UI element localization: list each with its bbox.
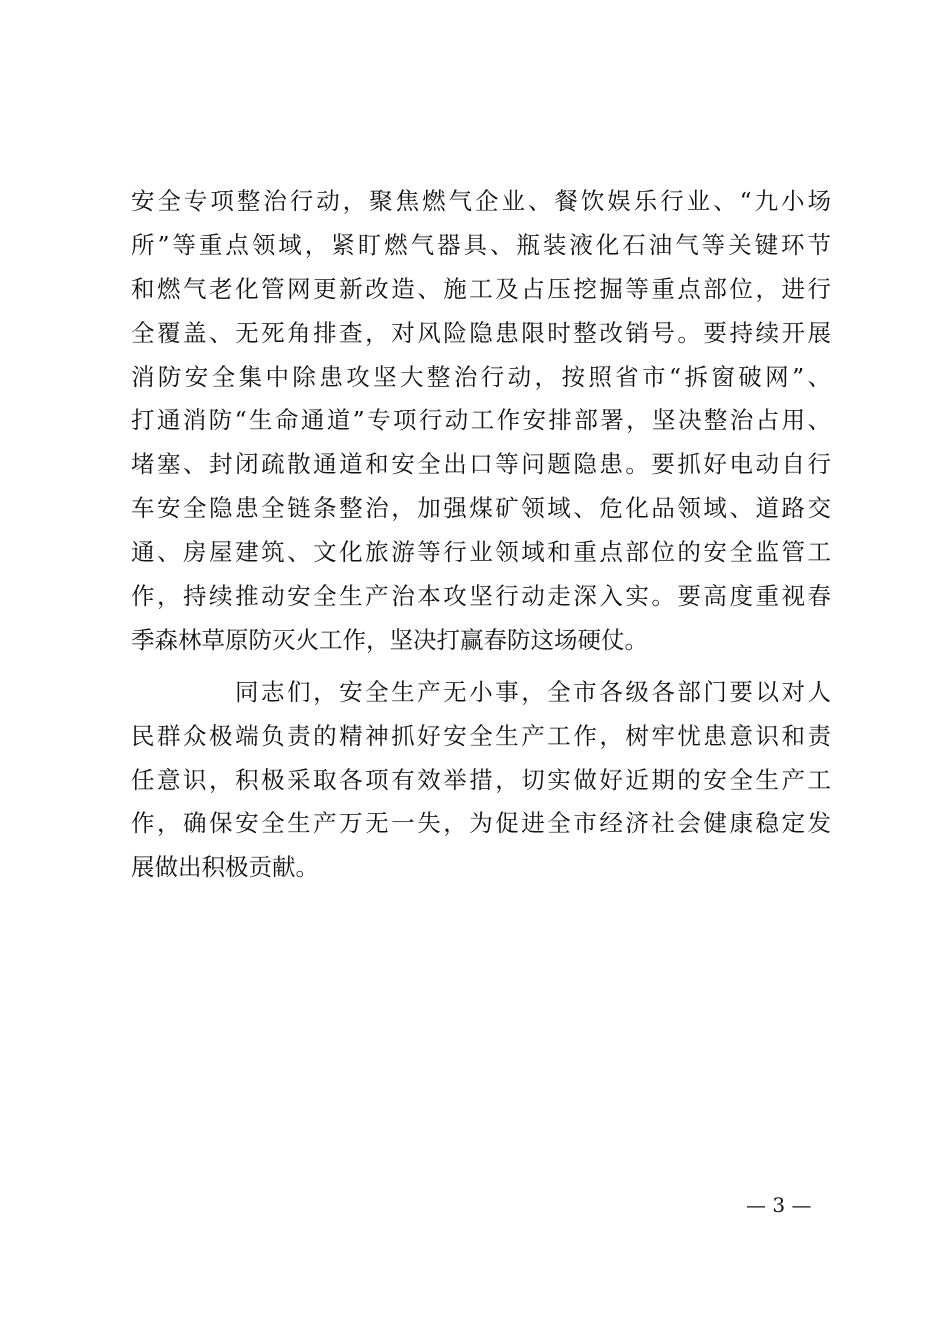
paragraph-line: 所”等重点领域，紧盯燃气器具、瓶装液化石油气等关键环节	[131, 230, 831, 259]
paragraph-line: 和燃气老化管网更新改造、施工及占压挖掘等重点部位，进行	[131, 274, 831, 303]
paragraph-line: 堵塞、封闭疏散通道和安全出口等问题隐患。要抓好电动自行	[131, 450, 831, 479]
paragraph-line: 同志们，安全生产无小事，全市各级各部门要以对人	[235, 677, 831, 706]
paragraph-line: 打通消防“生命通道”专项行动工作安排部署，坚决整治占用、	[131, 406, 831, 435]
paragraph-line: 安全专项整治行动，聚焦燃气企业、餐饮娱乐行业、“九小场	[131, 187, 831, 215]
paragraph-1	[131, 180, 831, 663]
paragraph-line: 季森林草原防灭火工作，坚决打赢春防这场硬仗。	[131, 625, 648, 654]
document-body	[131, 180, 831, 890]
paragraph-line: 通、房屋建筑、文化旅游等行业领域和重点部位的安全监管工	[131, 538, 831, 567]
paragraph-2	[131, 671, 831, 890]
paragraph-line: 车安全隐患全链条整治，加强煤矿领域、危化品领域、道路交	[131, 494, 831, 523]
paragraph-line: 展做出积极贡献。	[131, 853, 319, 882]
paragraph-line: 作，持续推动安全生产治本攻坚行动走深入实。要高度重视春	[131, 582, 831, 611]
paragraph-spacer	[131, 663, 831, 671]
page-number: — 3 —	[746, 1193, 812, 1217]
paragraph-line: 全覆盖、无死角排查，对风险隐患限时整改销号。要持续开展	[131, 318, 831, 347]
paragraph-line: 民群众极端负责的精神抓好安全生产工作，树牢忧患意识和责	[131, 721, 831, 750]
paragraph-line: 作，确保安全生产万无一失，为促进全市经济社会健康稳定发	[131, 809, 831, 838]
paragraph-line: 任意识，积极采取各项有效举措，切实做好近期的安全生产工	[131, 765, 831, 794]
paragraph-line: 消防安全集中除患攻坚大整治行动，按照省市“拆窗破网”、	[131, 362, 831, 391]
